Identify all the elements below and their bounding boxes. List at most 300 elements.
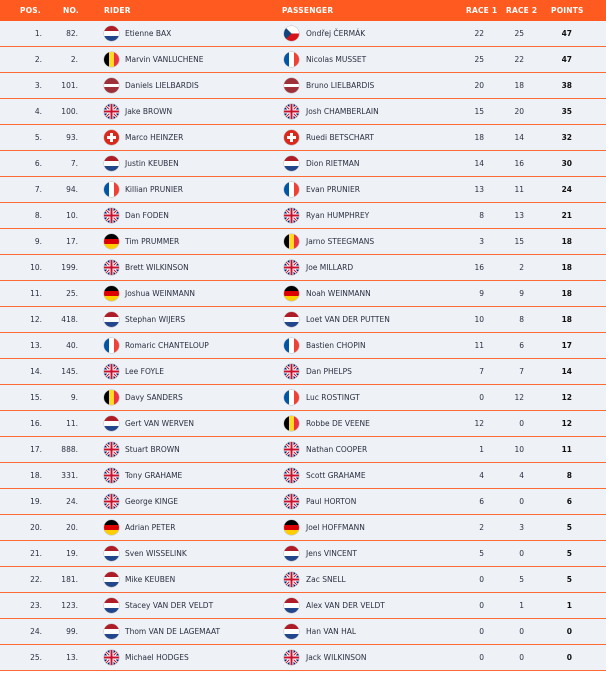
table-row[interactable] — [0, 281, 606, 307]
race2-points: 12 — [514, 393, 524, 402]
total-points: 12 — [561, 419, 572, 428]
be-flag-icon — [284, 234, 299, 249]
nl-flag-icon — [284, 598, 299, 613]
bike-number: 25. — [66, 289, 78, 298]
rider-name[interactable]: Tony GRAHAME — [125, 471, 183, 480]
rider-flag — [104, 390, 119, 405]
position: 15. — [30, 393, 42, 402]
position: 10. — [30, 263, 42, 272]
table-row[interactable] — [0, 593, 606, 619]
race1-points: 13 — [474, 185, 484, 194]
race2-points: 9 — [519, 289, 524, 298]
rider-name[interactable]: Dan FODEN — [125, 211, 169, 220]
total-points: 8 — [566, 471, 572, 480]
race2-points: 0 — [519, 627, 524, 636]
position: 9. — [34, 237, 42, 246]
bike-number: 11. — [66, 419, 78, 428]
bike-number: 19. — [66, 549, 78, 558]
race1-points: 18 — [474, 133, 484, 142]
race2-points: 25 — [514, 29, 524, 38]
position: 2. — [34, 55, 42, 64]
nl-flag-icon — [284, 546, 299, 561]
table-row[interactable] — [0, 151, 606, 177]
gb-flag-icon — [104, 650, 119, 665]
total-points: 17 — [561, 341, 572, 350]
table-row[interactable] — [0, 21, 606, 47]
race1-points: 0 — [479, 601, 484, 610]
rider-name[interactable]: Sven WISSELINK — [125, 549, 187, 558]
rider-name[interactable]: Tim PRUMMER — [125, 237, 180, 246]
position: 8. — [34, 211, 42, 220]
position: 5. — [34, 133, 42, 142]
bike-number: 82. — [66, 29, 78, 38]
passenger-name[interactable]: Nathan COOPER — [306, 445, 368, 454]
de-flag-icon — [104, 520, 119, 535]
total-points: 32 — [561, 133, 572, 142]
rider-flag — [104, 468, 119, 483]
table-row[interactable] — [0, 229, 606, 255]
rider-name[interactable]: Stacey VAN DER VELDT — [125, 601, 214, 610]
total-points: 1 — [566, 601, 572, 610]
passenger-name[interactable]: Ruedi BETSCHART — [306, 133, 374, 142]
passenger-flag — [284, 286, 299, 301]
passenger-name[interactable]: Han VAN HAL — [306, 627, 357, 636]
rider-flag — [104, 286, 119, 301]
be-flag-icon — [104, 390, 119, 405]
position: 14. — [30, 367, 42, 376]
rider-flag — [104, 338, 119, 353]
passenger-flag — [284, 312, 299, 327]
gb-flag-icon — [104, 442, 119, 457]
table-row[interactable] — [0, 411, 606, 437]
table-row[interactable] — [0, 489, 606, 515]
total-points: 18 — [561, 263, 572, 272]
rider-flag — [104, 234, 119, 249]
gb-flag-icon — [104, 364, 119, 379]
passenger-flag — [284, 520, 299, 535]
race1-points: 11 — [474, 341, 484, 350]
rider-flag — [104, 546, 119, 561]
race1-points: 1 — [479, 445, 484, 454]
passenger-flag — [284, 156, 299, 171]
race1-points: 0 — [479, 653, 484, 662]
race2-points: 0 — [519, 653, 524, 662]
passenger-name[interactable]: Dion RIETMAN — [306, 159, 360, 168]
passenger-flag — [284, 442, 299, 457]
bike-number: 888. — [61, 445, 78, 454]
race2-points: 3 — [519, 523, 524, 532]
race2-points: 15 — [514, 237, 524, 246]
position: 20. — [30, 523, 42, 532]
total-points: 0 — [566, 627, 572, 636]
race2-points: 16 — [514, 159, 524, 168]
rider-flag — [104, 364, 119, 379]
position: 19. — [30, 497, 42, 506]
passenger-flag — [284, 390, 299, 405]
passenger-flag — [284, 650, 299, 665]
table-row[interactable] — [0, 99, 606, 125]
race2-points: 13 — [514, 211, 524, 220]
rider-name[interactable]: Marvin VANLUCHENE — [125, 55, 204, 64]
bike-number: 331. — [61, 471, 78, 480]
rider-name[interactable]: Jake BROWN — [125, 107, 173, 116]
bike-number: 181. — [61, 575, 78, 584]
passenger-name[interactable]: Paul HORTON — [306, 497, 357, 506]
passenger-flag — [284, 494, 299, 509]
race1-points: 3 — [479, 237, 484, 246]
total-points: 14 — [561, 367, 572, 376]
passenger-name[interactable]: Dan PHELPS — [306, 367, 352, 376]
table-body — [0, 21, 606, 671]
table-row[interactable] — [0, 463, 606, 489]
total-points: 47 — [561, 29, 572, 38]
rider-name[interactable]: Stephan WIJERS — [125, 315, 186, 324]
rider-name[interactable]: Justin KEUBEN — [125, 159, 179, 168]
rider-flag — [104, 156, 119, 171]
rider-name[interactable]: Davy SANDERS — [125, 393, 183, 402]
passenger-flag — [284, 104, 299, 119]
bike-number: 20. — [66, 523, 78, 532]
total-points: 30 — [561, 159, 572, 168]
race2-points: 1 — [519, 601, 524, 610]
position: 1. — [34, 29, 42, 38]
passenger-flag — [284, 338, 299, 353]
passenger-name[interactable]: Josh CHAMBERLAIN — [306, 107, 379, 116]
bike-number: 7. — [70, 159, 78, 168]
header-passenger[interactable]: PASSENGER — [282, 6, 334, 15]
race2-points: 5 — [519, 575, 524, 584]
rider-name[interactable]: Gert VAN WERVEN — [125, 419, 195, 428]
de-flag-icon — [284, 286, 299, 301]
nl-flag-icon — [104, 624, 119, 639]
rider-flag — [104, 182, 119, 197]
gb-flag-icon — [104, 468, 119, 483]
race1-points: 0 — [479, 393, 484, 402]
rider-flag — [104, 572, 119, 587]
race2-points: 14 — [514, 133, 524, 142]
nl-flag-icon — [104, 26, 119, 41]
table-row[interactable] — [0, 47, 606, 73]
gb-flag-icon — [284, 364, 299, 379]
passenger-name[interactable]: Zac SNELL — [306, 575, 346, 584]
passenger-flag — [284, 130, 299, 145]
passenger-flag — [284, 260, 299, 275]
race2-points: 10 — [514, 445, 524, 454]
passenger-name[interactable]: Joel HOFFMANN — [306, 523, 365, 532]
fr-flag-icon — [104, 182, 119, 197]
passenger-flag — [284, 208, 299, 223]
passenger-name[interactable]: Robbe DE VEENE — [306, 419, 370, 428]
rider-flag — [104, 442, 119, 457]
rider-flag — [104, 260, 119, 275]
rider-flag — [104, 104, 119, 119]
gb-flag-icon — [104, 104, 119, 119]
bike-number: 13. — [66, 653, 78, 662]
position: 17. — [30, 445, 42, 454]
position: 3. — [34, 81, 42, 90]
rider-flag — [104, 494, 119, 509]
total-points: 18 — [561, 315, 572, 324]
rider-name[interactable]: Thom VAN DE LAGEMAAT — [125, 627, 221, 636]
race1-points: 16 — [474, 263, 484, 272]
position: 12. — [30, 315, 42, 324]
table-row[interactable] — [0, 567, 606, 593]
passenger-flag — [284, 468, 299, 483]
bike-number: 418. — [61, 315, 78, 324]
total-points: 5 — [566, 549, 572, 558]
passenger-name[interactable]: Jack WILKINSON — [306, 653, 367, 662]
passenger-flag — [284, 572, 299, 587]
race1-points: 9 — [479, 289, 484, 298]
table-row[interactable] — [0, 437, 606, 463]
be-flag-icon — [284, 416, 299, 431]
rider-name[interactable]: Daniels LIELBARDIS — [125, 81, 199, 90]
fr-flag-icon — [104, 338, 119, 353]
gb-flag-icon — [284, 104, 299, 119]
rider-flag — [104, 130, 119, 145]
race2-points: 7 — [519, 367, 524, 376]
race1-points: 2 — [479, 523, 484, 532]
table-row[interactable] — [0, 203, 606, 229]
nl-flag-icon — [104, 598, 119, 613]
nl-flag-icon — [284, 624, 299, 639]
position: 25. — [30, 653, 42, 662]
table-row[interactable] — [0, 645, 606, 671]
total-points: 38 — [561, 81, 572, 90]
rider-name[interactable]: Brett WILKINSON — [125, 263, 189, 272]
race1-points: 0 — [479, 575, 484, 584]
de-flag-icon — [104, 286, 119, 301]
header-pos[interactable]: POS. — [20, 6, 41, 15]
table-row[interactable] — [0, 333, 606, 359]
gb-flag-icon — [104, 260, 119, 275]
passenger-name[interactable]: Joe MILLARD — [306, 263, 354, 272]
passenger-name[interactable]: Noah WEINMANN — [306, 289, 371, 298]
de-flag-icon — [284, 520, 299, 535]
table-row[interactable] — [0, 541, 606, 567]
rider-name[interactable]: Michael HODGES — [125, 653, 189, 662]
nl-flag-icon — [104, 156, 119, 171]
position: 18. — [30, 471, 42, 480]
gb-flag-icon — [284, 208, 299, 223]
passenger-flag — [284, 26, 299, 41]
rider-name[interactable]: Adrian PETER — [125, 523, 176, 532]
passenger-name[interactable]: Scott GRAHAME — [306, 471, 366, 480]
position: 23. — [30, 601, 42, 610]
passenger-flag — [284, 416, 299, 431]
rider-flag — [104, 26, 119, 41]
total-points: 47 — [561, 55, 572, 64]
nl-flag-icon — [104, 312, 119, 327]
race2-points: 0 — [519, 549, 524, 558]
total-points: 6 — [566, 497, 572, 506]
position: 13. — [30, 341, 42, 350]
header-no[interactable]: NO. — [63, 6, 79, 15]
passenger-name[interactable]: Jarno STEEGMANS — [306, 237, 375, 246]
passenger-name[interactable]: Loet VAN DER PUTTEN — [306, 315, 390, 324]
header-race2[interactable]: RACE 2 — [506, 6, 538, 15]
gb-flag-icon — [284, 572, 299, 587]
total-points: 35 — [561, 107, 572, 116]
header-rider[interactable]: RIDER — [104, 6, 131, 15]
race2-points: 6 — [519, 341, 524, 350]
gb-flag-icon — [284, 260, 299, 275]
race1-points: 10 — [474, 315, 484, 324]
ch-flag-icon — [104, 130, 119, 145]
passenger-name[interactable]: Luc ROSTINGT — [306, 393, 360, 402]
rider-flag — [104, 52, 119, 67]
total-points: 5 — [566, 523, 572, 532]
passenger-flag — [284, 624, 299, 639]
passenger-name[interactable]: Bruno LIELBARDIS — [306, 81, 375, 90]
total-points: 18 — [561, 237, 572, 246]
passenger-flag — [284, 598, 299, 613]
race2-points: 2 — [519, 263, 524, 272]
race2-points: 22 — [514, 55, 524, 64]
passenger-flag — [284, 546, 299, 561]
race1-points: 8 — [479, 211, 484, 220]
bike-number: 123. — [61, 601, 78, 610]
passenger-flag — [284, 52, 299, 67]
passenger-flag — [284, 182, 299, 197]
passenger-name[interactable]: Nicolas MUSSET — [306, 55, 367, 64]
table-row[interactable] — [0, 125, 606, 151]
rider-name[interactable]: Joshua WEINMANN — [125, 289, 195, 298]
position: 4. — [34, 107, 42, 116]
bike-number: 101. — [61, 81, 78, 90]
position: 7. — [34, 185, 42, 194]
table-row[interactable] — [0, 619, 606, 645]
bike-number: 99. — [66, 627, 78, 636]
gb-flag-icon — [284, 468, 299, 483]
bike-number: 40. — [66, 341, 78, 350]
bike-number: 145. — [61, 367, 78, 376]
fr-flag-icon — [284, 52, 299, 67]
nl-flag-icon — [284, 156, 299, 171]
rider-name[interactable]: Etienne BAX — [125, 29, 172, 38]
position: 22. — [30, 575, 42, 584]
total-points: 0 — [566, 653, 572, 662]
race1-points: 22 — [474, 29, 484, 38]
rider-name[interactable]: Stuart BROWN — [125, 445, 180, 454]
race1-points: 25 — [474, 55, 484, 64]
passenger-name[interactable]: Evan PRUNIER — [306, 185, 360, 194]
rider-name[interactable]: Lee FOYLE — [125, 367, 164, 376]
nl-flag-icon — [104, 572, 119, 587]
race1-points: 15 — [474, 107, 484, 116]
be-flag-icon — [104, 52, 119, 67]
bike-number: 94. — [66, 185, 78, 194]
nl-flag-icon — [104, 416, 119, 431]
bike-number: 24. — [66, 497, 78, 506]
gb-flag-icon — [104, 208, 119, 223]
race1-points: 7 — [479, 367, 484, 376]
rider-flag — [104, 624, 119, 639]
nl-flag-icon — [104, 546, 119, 561]
fr-flag-icon — [284, 338, 299, 353]
passenger-flag — [284, 364, 299, 379]
passenger-name[interactable]: Ryan HUMPHREY — [306, 211, 370, 220]
rider-flag — [104, 416, 119, 431]
header-points[interactable]: POINTS — [551, 6, 584, 15]
rider-flag — [104, 208, 119, 223]
race2-points: 4 — [519, 471, 524, 480]
total-points: 24 — [561, 185, 572, 194]
race2-points: 11 — [514, 185, 524, 194]
rider-flag — [104, 650, 119, 665]
race1-points: 20 — [474, 81, 484, 90]
race1-points: 14 — [474, 159, 484, 168]
position: 6. — [34, 159, 42, 168]
bike-number: 100. — [61, 107, 78, 116]
position: 21. — [30, 549, 42, 558]
passenger-flag — [284, 234, 299, 249]
gb-flag-icon — [284, 442, 299, 457]
rider-flag — [104, 78, 119, 93]
passenger-flag — [284, 78, 299, 93]
table-row[interactable] — [0, 359, 606, 385]
race2-points: 0 — [519, 419, 524, 428]
header-race1[interactable]: RACE 1 — [466, 6, 498, 15]
race1-points: 4 — [479, 471, 484, 480]
lv-flag-icon — [284, 78, 299, 93]
bike-number: 2. — [70, 55, 78, 64]
bike-number: 199. — [61, 263, 78, 272]
race1-points: 0 — [479, 627, 484, 636]
table-row[interactable] — [0, 177, 606, 203]
rider-name[interactable]: George KINGE — [125, 497, 179, 506]
total-points: 5 — [566, 575, 572, 584]
rider-name[interactable]: Mike KEUBEN — [125, 575, 176, 584]
ch-flag-icon — [284, 130, 299, 145]
total-points: 11 — [561, 445, 572, 454]
passenger-name[interactable]: Ondřej ČERMÁK — [306, 29, 366, 38]
rider-name[interactable]: Killian PRUNIER — [125, 185, 183, 194]
bike-number: 17. — [66, 237, 78, 246]
position: 16. — [30, 419, 42, 428]
table-row[interactable] — [0, 515, 606, 541]
race2-points: 0 — [519, 497, 524, 506]
race1-points: 5 — [479, 549, 484, 558]
rider-name[interactable]: Marco HEINZER — [125, 133, 184, 142]
table-header — [0, 0, 606, 21]
nl-flag-icon — [284, 312, 299, 327]
race1-points: 6 — [479, 497, 484, 506]
position: 24. — [30, 627, 42, 636]
bike-number: 9. — [70, 393, 78, 402]
passenger-name[interactable]: Jens VINCENT — [306, 549, 357, 558]
passenger-name[interactable]: Alex VAN DER VELDT — [306, 601, 385, 610]
race1-points: 12 — [474, 419, 484, 428]
rider-name[interactable]: Romaric CHANTELOUP — [125, 341, 209, 350]
total-points: 12 — [561, 393, 572, 402]
table-row[interactable] — [0, 255, 606, 281]
table-row[interactable] — [0, 385, 606, 411]
total-points: 18 — [561, 289, 572, 298]
race2-points: 18 — [514, 81, 524, 90]
lv-flag-icon — [104, 78, 119, 93]
cz-flag-icon — [284, 26, 299, 41]
passenger-name[interactable]: Bastien CHOPIN — [306, 341, 366, 350]
table-row[interactable] — [0, 73, 606, 99]
gb-flag-icon — [284, 650, 299, 665]
rider-flag — [104, 520, 119, 535]
table-row[interactable] — [0, 307, 606, 333]
bike-number: 10. — [66, 211, 78, 220]
de-flag-icon — [104, 234, 119, 249]
gb-flag-icon — [104, 494, 119, 509]
fr-flag-icon — [284, 390, 299, 405]
